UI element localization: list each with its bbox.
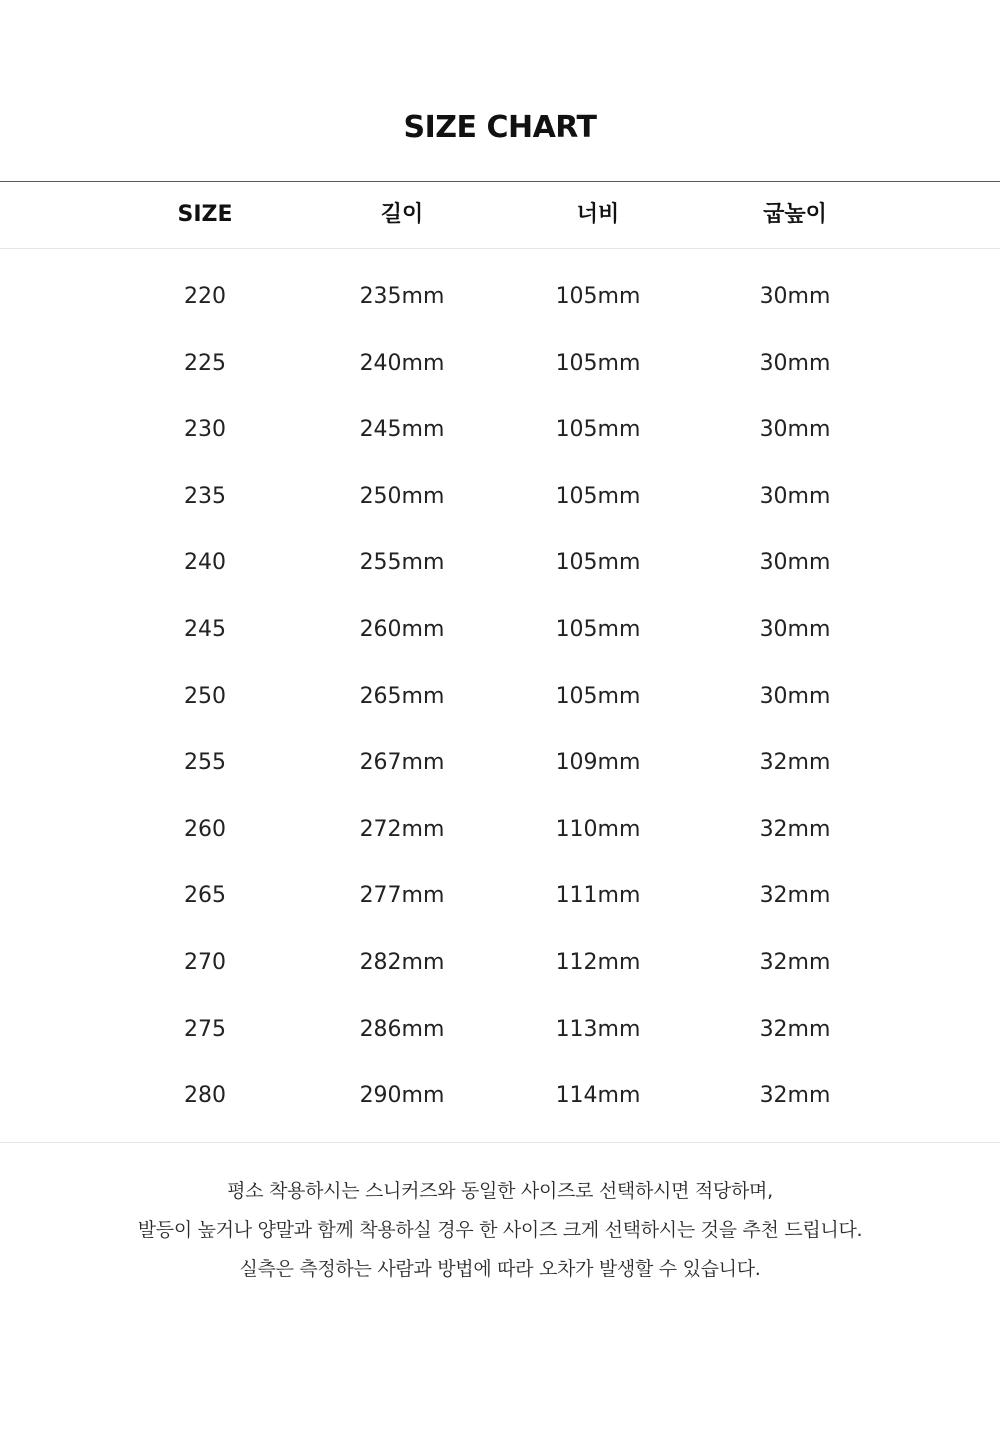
- cell-heel-height: 30mm: [759, 350, 831, 376]
- cell-length: 235mm: [359, 284, 445, 309]
- table-row: [0, 397, 1000, 464]
- cell-width: 105mm: [555, 284, 641, 309]
- cell-heel-height: 30mm: [759, 284, 831, 309]
- cell-size: 235: [184, 483, 226, 509]
- cell-width: 110mm: [555, 816, 641, 842]
- table-row: [0, 1063, 1000, 1130]
- table-row: [0, 997, 1000, 1064]
- cell-width: 111mm: [555, 883, 641, 909]
- cell-width: 105mm: [555, 550, 641, 576]
- header-width: 너비: [576, 202, 620, 227]
- cell-heel-height: 32mm: [759, 1016, 831, 1042]
- header-length: 길이: [380, 202, 424, 227]
- header-size: SIZE: [177, 202, 233, 227]
- table-row: [0, 930, 1000, 997]
- header-heel-height: 굽높이: [763, 202, 827, 227]
- cell-heel-height: 32mm: [759, 816, 831, 842]
- cell-length: 255mm: [359, 550, 445, 576]
- cell-heel-height: 30mm: [759, 483, 831, 509]
- cell-size: 225: [184, 350, 226, 376]
- cell-width: 114mm: [555, 1083, 641, 1109]
- cell-heel-height: 30mm: [759, 550, 831, 576]
- table-row: [0, 464, 1000, 531]
- page-title: SIZE CHART: [403, 110, 597, 145]
- cell-width: 113mm: [555, 1016, 641, 1042]
- cell-length: 265mm: [359, 683, 445, 709]
- cell-length: 272mm: [359, 816, 445, 842]
- table-row: [0, 664, 1000, 731]
- table-bottom-divider: [0, 1142, 1000, 1143]
- cell-width: 109mm: [555, 750, 641, 776]
- cell-length: 250mm: [359, 483, 445, 509]
- cell-length: 245mm: [359, 417, 445, 443]
- table-row: [0, 863, 1000, 930]
- note-line: 발등이 높거나 양말과 함께 착용하실 경우 한 사이즈 크게 선택하시는 것을 추천 드립니다.: [137, 1219, 863, 1241]
- table-header-divider: [0, 248, 1000, 249]
- note-line: 실측은 측정하는 사람과 방법에 따라 오차가 발생할 수 있습니다.: [239, 1258, 761, 1280]
- cell-size: 275: [184, 1016, 226, 1042]
- cell-length: 277mm: [359, 883, 445, 909]
- cell-length: 260mm: [359, 616, 445, 642]
- cell-heel-height: 32mm: [759, 750, 831, 776]
- cell-length: 282mm: [359, 949, 445, 975]
- table-row: [0, 597, 1000, 664]
- table-row: [0, 264, 1000, 331]
- cell-size: 250: [184, 683, 226, 709]
- cell-length: 290mm: [359, 1083, 445, 1109]
- table-row: [0, 331, 1000, 398]
- table-row: [0, 730, 1000, 797]
- cell-width: 105mm: [555, 350, 641, 376]
- table-body: [0, 264, 1000, 1130]
- cell-heel-height: 32mm: [759, 949, 831, 975]
- table-row: [0, 530, 1000, 597]
- cell-size: 245: [184, 616, 226, 642]
- cell-length: 286mm: [359, 1016, 445, 1042]
- cell-size: 260: [184, 816, 226, 842]
- cell-length: 240mm: [359, 350, 445, 376]
- cell-heel-height: 32mm: [759, 1083, 831, 1109]
- cell-width: 105mm: [555, 616, 641, 642]
- cell-width: 105mm: [555, 683, 641, 709]
- cell-heel-height: 30mm: [759, 683, 831, 709]
- cell-width: 112mm: [555, 949, 641, 975]
- cell-width: 105mm: [555, 483, 641, 509]
- cell-size: 220: [184, 284, 226, 309]
- cell-width: 105mm: [555, 417, 641, 443]
- cell-size: 270: [184, 949, 226, 975]
- cell-length: 267mm: [359, 750, 445, 776]
- table-row: [0, 797, 1000, 864]
- cell-size: 230: [184, 417, 226, 443]
- cell-heel-height: 32mm: [759, 883, 831, 909]
- table-header-row: [0, 182, 1000, 248]
- note-line: 평소 착용하시는 스니커즈와 동일한 사이즈로 선택하시면 적당하며,: [227, 1180, 773, 1202]
- cell-heel-height: 30mm: [759, 616, 831, 642]
- size-notes: [0, 1172, 1000, 1289]
- cell-size: 240: [184, 550, 226, 576]
- cell-heel-height: 30mm: [759, 417, 831, 443]
- cell-size: 265: [184, 883, 226, 909]
- cell-size: 280: [184, 1083, 226, 1109]
- cell-size: 255: [184, 750, 226, 776]
